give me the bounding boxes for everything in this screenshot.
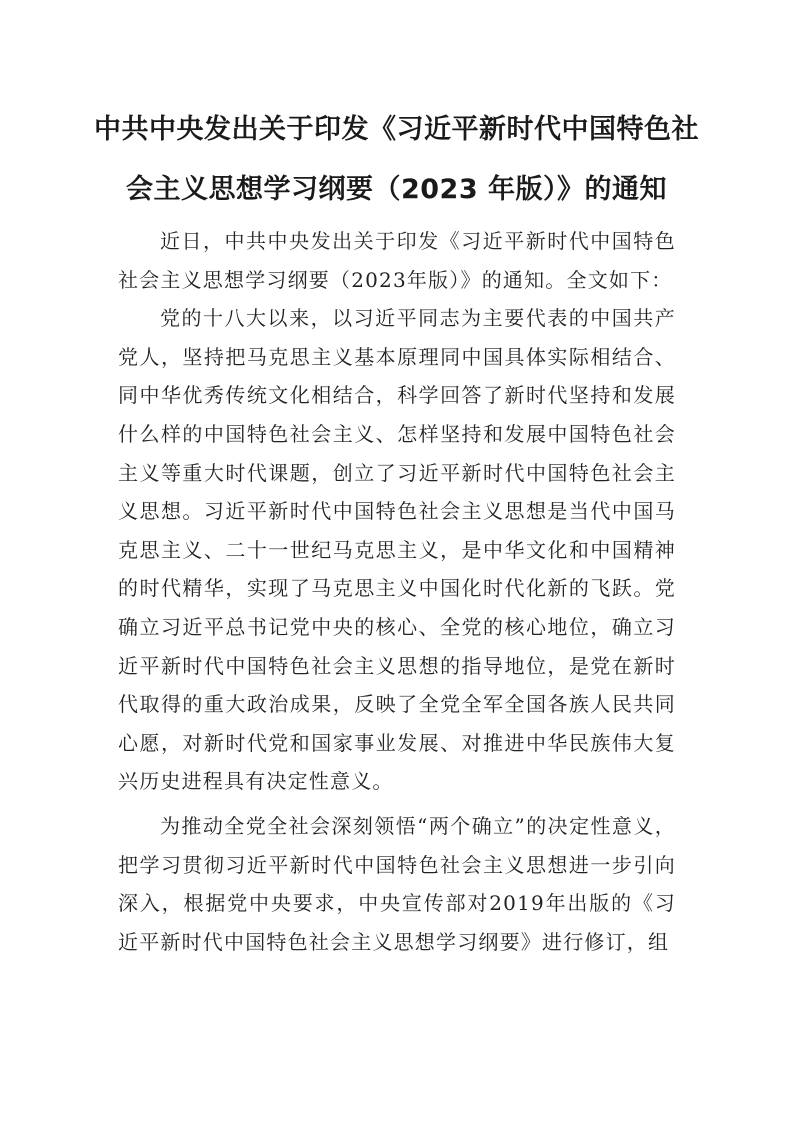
paragraph-background: 党的十八大以来，以习近平同志为主要代表的中国共产党人，坚持把马克思主义基本原理同中国具体实际相结合、同中华优秀传统文化相结合，科学回答了新时代坚持和发展什么样的中国特色社会主义、怎样坚持和发展中国特色社会主义等重大时代课题，创立了习近平新时代中国特色社会主义思想。习近平新时代中国特色社会主义思想是当代中国马克思主义、二十一世纪马克思主义，是中华文化和中国精神的时代精华，实现了马克思主义中国化时代化新的飞跃。党确立习近平总书记党中央的核心、全党的核心地位，确立习近平新时代中国特色社会主义思想的指导地位，是党在新时代取得的重大政治成果，反映了全党全军全国各族人民共同心愿，对新时代党和国家事业发展、对推进中华民族伟大复兴历史进程具有决定性意义。: [118, 306, 676, 794]
paragraph-purpose: 为推动全党全社会深刻领悟“两个确立”的决定性意义，把学习贯彻习近平新时代中国特色社会主义思想进一步引向深入，根据党中央要求，中央宣传部对2019年出版的《习近平新时代中国特色社会主义思想学习纲要》进行修订，组: [118, 813, 676, 954]
document-body: [118, 222, 676, 961]
document-title-line-2: 会主义思想学习纲要（2023 年版）》的通知: [125, 174, 668, 205]
paragraph-intro: 近日，中共中央发出关于印发《习近平新时代中国特色社会主义思想学习纲要（2023年版）》的通知。全文如下：: [118, 229, 676, 292]
document-title-line-1: 中共中央发出关于印发《习近平新时代中国特色社: [94, 114, 699, 145]
